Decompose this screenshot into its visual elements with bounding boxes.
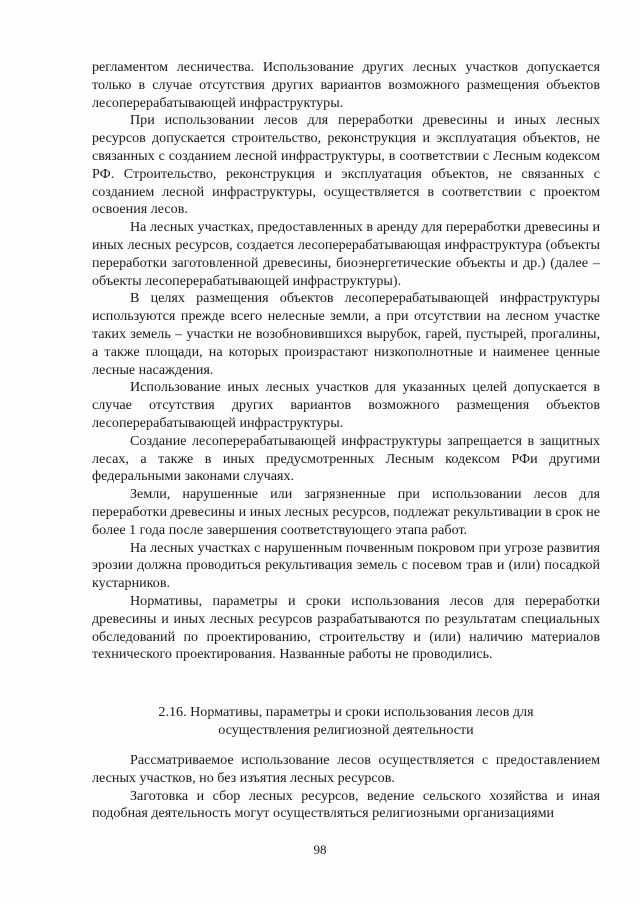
paragraph: Заготовка и сбор лесных ресурсов, ведение сельского хозяйства и иная подобная деятельность могут осуществляться религиозными организациями xyxy=(92,787,600,822)
paragraph: При использовании лесов для переработки древесины и иных лесных ресурсов допускается строительство, реконструкция и эксплуатация объектов, не связанных с созданием лесной инфраструктуры, в соответствии с Лесным кодексом РФ. Строительство, реконструкция и эксплуатация объектов, не связанных с созданием лесной инфраструктуры, осуществляется в соответствии с проектом освоения лесов. xyxy=(92,112,600,218)
paragraph: На лесных участках с нарушенным почвенным покровом при угрозе развития эрозии должна проводиться рекультивация земель с посевом трав и (или) посадкой кустарников. xyxy=(92,539,600,592)
paragraph: регламентом лесничества. Использование других лесных участков допускается только в случае отсутствия других вариантов возможного размещения объектов лесоперерабатывающей инфраструктуры. xyxy=(92,59,600,111)
paragraph: Рассматриваемое использование лесов осуществляется с предоставлением лесных участков, но без изъятия лесных ресурсов. xyxy=(92,752,600,786)
section-heading-line: 2.16. Нормативы, параметры и сроки использования лесов для xyxy=(158,704,534,720)
paragraph: Земли, нарушенные или загрязненные при использовании лесов для переработки древесины и иных лесных ресурсов, подлежат рекультивации в срок не более 1 года после завершения соответствующего этапа работ. xyxy=(92,486,600,538)
section-heading xyxy=(92,703,600,739)
paragraph: Использование иных лесных участков для указанных целей допускается в случае отсутствия других вариантов возможного размещения объектов лесоперерабатывающей инфраструктуры. xyxy=(92,379,600,431)
paragraph: Создание лесоперерабатывающей инфраструктуры запрещается в защитных лесах, а также в иных предусмотренных Лесным кодексом РФи другими федеральными законами случаях. xyxy=(92,432,600,485)
body-text xyxy=(92,59,600,664)
page-number: 98 xyxy=(313,842,327,857)
section-heading-line: осуществления религиозной деятельности xyxy=(218,722,474,738)
paragraph: На лесных участках, предоставленных в аренду для переработки древесины и иных лесных ресурсов, создается лесоперерабатывающая инфраструктура (объекты переработки заготовленной древесины, биоэнергетические объекты и др.) (далее – объекты лесоперерабатывающей инфраструктуры). xyxy=(92,219,600,289)
section-body xyxy=(92,752,600,823)
paragraph: Нормативы, параметры и сроки использования лесов для переработки древесины и иных лесных ресурсов разрабатываются по результатам специальных обследований по проектированию, строительству и (или) наличию материалов технического проектирования. Названные работы не проводились. xyxy=(92,592,600,663)
paragraph: В целях размещения объектов лесоперерабатывающей инфраструктуры используются прежде всего нелесные земли, а при отсутствии на лесном участке таких земель – участки не возобновившихся вырубок, гарей, пустырей, прогалины, а также площади, на которых произрастают низкополнотные и наименее ценные лесные насаждения. xyxy=(92,290,600,378)
